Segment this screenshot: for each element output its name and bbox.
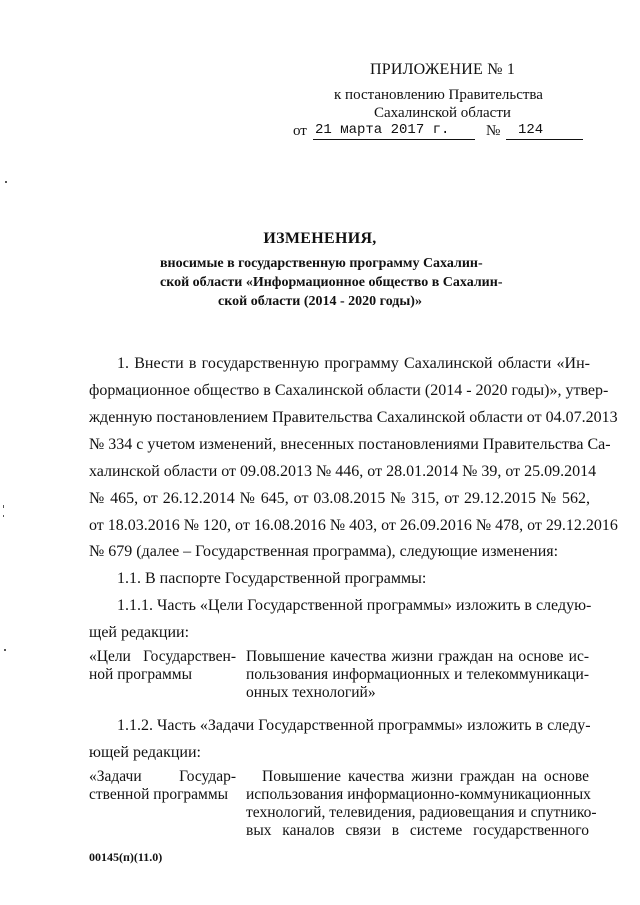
item-1-1-1-line: 1.1.1. Часть «Цели Государственной программы» изложить в следую- [117,597,592,614]
paragraph-line: № 334 с учетом изменений, внесенных постановлениями Правительства Са- [89,436,611,453]
table2-right-cell-line: Повышение качества жизни граждан на основе [262,768,589,785]
table1-right-cell-line: Повышение качества жизни граждан на основе ис- [246,648,589,665]
paragraph-line: жденную постановлением Правительства Сахалинской области от 04.07.2013 [89,409,618,426]
item-1-1-2-line: ющей редакции: [89,744,201,761]
decree-date: 21 марта 2017 г. [313,122,475,140]
scan-speck [5,181,7,183]
decree-reference-line-1: к постановлению Правительства [334,87,543,103]
decree-reference-line-2: Сахалинской области [374,105,511,121]
item-1-1-2-line: 1.1.2. Часть «Задачи Государственной программы» изложить в следу- [117,717,591,734]
scan-speck [4,649,6,651]
item-1-1: 1.1. В паспорте Государственной программы: [117,570,427,587]
table2-left-cell-line: ственной программы [89,786,229,803]
decree-date-number-row [293,123,593,143]
subtitle-line: ской области (2014 - 2020 годы)» [218,294,422,309]
subtitle-line: ской области «Информационное общество в Сахалин- [160,275,503,290]
scan-speck [3,515,4,517]
paragraph-line: 1. Внести в государственную программу Сахалинской области «Ин- [117,355,590,372]
table2-right-cell-line: использования информационно-коммуникационных [246,786,591,803]
item-1-1-1-line: щей редакции: [89,624,190,641]
paragraph-line: формационное общество в Сахалинской области (2014 - 2020 годы)», утвер- [89,382,609,399]
table1-right-cell-line: пользования информационных и телекоммуникаци- [246,666,589,683]
subtitle-line: вносимые в государственную программу Сахалин- [160,256,483,271]
table2-right-cell-line: технологий, телевидения, радиовещания и спутнико- [246,804,597,821]
paragraph-line: № 679 (далее – Государственная программа), следующие изменения: [89,543,559,560]
paragraph-line: № 465, от 26.12.2014 № 645, от 03.08.2015 № 315, от 29.12.2015 № 562, [89,490,590,507]
number-prefix: № [486,123,501,139]
document-code: 00145(п)(11.0) [89,850,163,864]
table2-right-cell-line: вых каналов связи в системе государственного [246,822,589,839]
table1-left-cell-line: «Цели Государствен- [89,648,236,665]
document-title: ИЗМЕНЕНИЯ, [263,230,377,247]
table2-left-cell-line: «Задачи Государ- [89,768,236,785]
paragraph-line: от 18.03.2016 № 120, от 16.08.2016 № 403, от 26.09.2016 № 478, от 29.12.2016 [89,517,618,534]
table1-right-cell-line: онных технологий» [246,684,376,701]
scan-speck [3,505,4,508]
table1-left-cell-line: ной программы [89,666,193,683]
decree-number: 124 [506,122,583,140]
document-subtitle [160,254,503,311]
date-prefix: от [293,123,307,139]
appendix-label: ПРИЛОЖЕНИЕ № 1 [370,61,516,78]
paragraph-line: халинской области от 09.08.2013 № 446, от 28.01.2014 № 39, от 25.09.2014 [89,463,597,480]
